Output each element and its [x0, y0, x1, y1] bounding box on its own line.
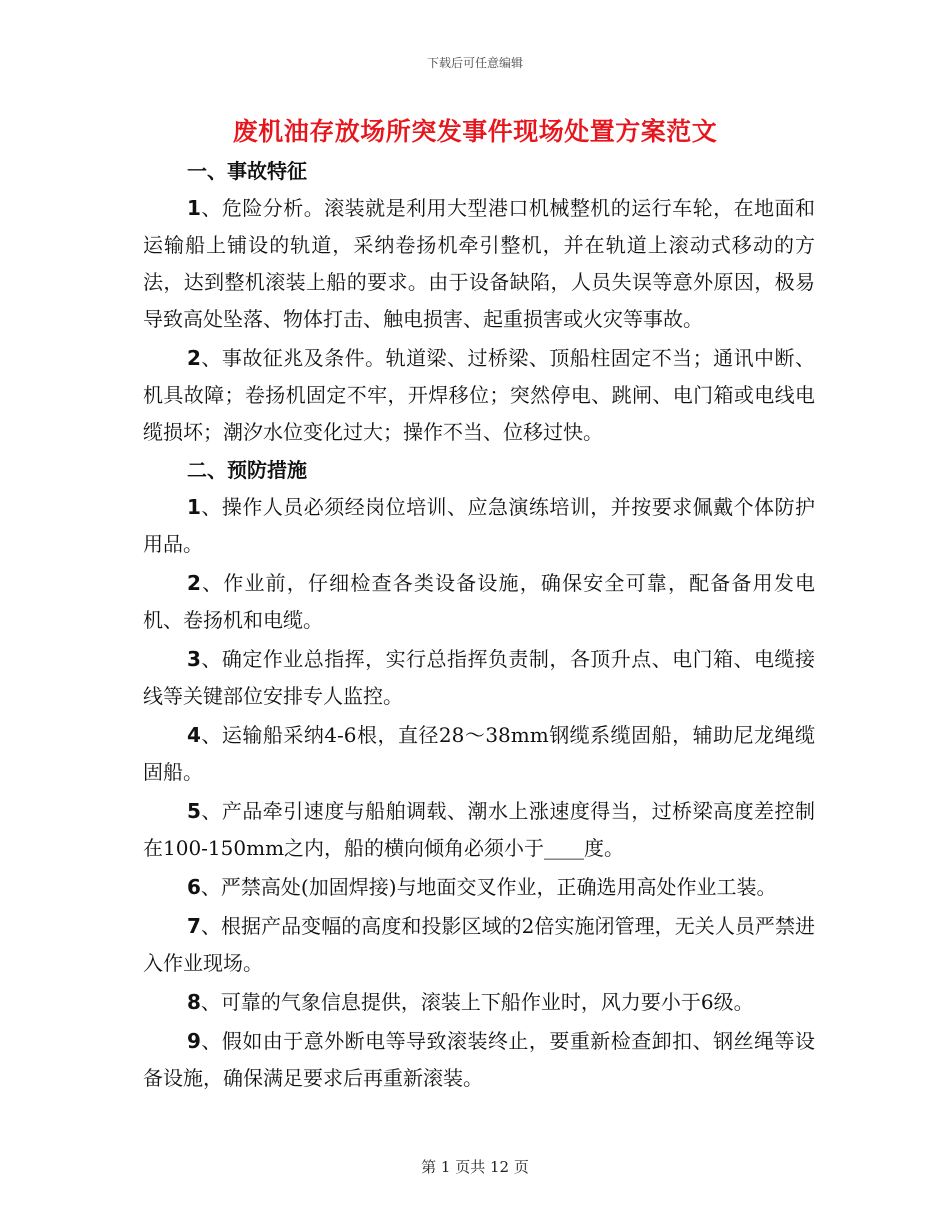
paragraph-prevention-6	[143, 869, 815, 906]
paragraph-prevention-8	[143, 984, 815, 1021]
item-number: 6	[187, 875, 201, 899]
item-number: 1	[187, 495, 201, 519]
document-body	[143, 152, 815, 1097]
paragraph-accident-1	[143, 190, 815, 338]
item-number: 5	[187, 799, 201, 823]
item-number: 8	[187, 990, 201, 1014]
item-number: 9	[187, 1029, 201, 1053]
paragraph-text: 、事故征兆及条件。轨道梁、过桥梁、顶船柱固定不当；通讯中断、机具故障；卷扬机固定不牢，开焊移位；突然停电、跳闸、电门箱或电线电缆损坏；潮汐水位变化过大；操作不当、位移过快。	[143, 346, 815, 444]
paragraph-accident-2	[143, 340, 815, 451]
section-heading-prevention: 二、预防措施	[187, 458, 307, 482]
paragraph-prevention-5	[143, 793, 815, 867]
paragraph-prevention-3	[143, 641, 815, 715]
paragraph-prevention-4	[143, 717, 815, 791]
paragraph-text: 、产品牵引速度与船舶调载、潮水上涨速度得当，过桥梁高度差控制在100-150mm之内，船的横向倾角必须小于____度。	[143, 799, 815, 860]
section-heading-accident-features: 一、事故特征	[187, 159, 307, 183]
paragraph-prevention-9	[143, 1023, 815, 1097]
paragraph-text: 、假如由于意外断电等导致滚装终止，要重新检查卸扣、钢丝绳等设备设施，确保满足要求后再重新滚装。	[143, 1029, 815, 1090]
header-note: 下载后可任意编辑	[426, 56, 523, 70]
page-title: 废机油存放场所突发事件现场处置方案范文	[232, 117, 718, 146]
item-number: 3	[187, 647, 201, 671]
paragraph-text: 、运输船采纳4-6根，直径28～38mm钢缆系缆固船，辅助尼龙绳缆固船。	[143, 723, 815, 784]
paragraph-prevention-1	[143, 489, 815, 563]
item-number: 1	[187, 196, 201, 220]
item-number: 4	[187, 723, 201, 747]
paragraph-text: 、根据产品变幅的高度和投影区域的2倍实施闭管理，无关人员严禁进入作业现场。	[143, 914, 815, 975]
paragraph-text: 、确定作业总指挥，实行总指挥负责制，各顶升点、电门箱、电缆接线等关键部位安排专人监控。	[143, 647, 815, 708]
item-number: 2	[187, 346, 201, 370]
paragraph-text: 、作业前，仔细检查各类设备设施，确保安全可靠，配备备用发电机、卷扬机和电缆。	[143, 571, 815, 632]
paragraph-text: 、危险分析。滚装就是利用大型港口机械整机的运行车轮，在地面和运输船上铺设的轨道，采纳卷扬机牵引整机，并在轨道上滚动式移动的方法，达到整机滚装上船的要求。由于设备缺陷，人员失误等意外原因，极易导致高处坠落、物体打击、触电损害、起重损害或火灾等事故。	[143, 196, 815, 331]
paragraph-text: 、可靠的气象信息提供，滚装上下船作业时，风力要小于6级。	[200, 990, 754, 1014]
paragraph-text: 、操作人员必须经岗位培训、应急演练培训，并按要求佩戴个体防护用品。	[143, 495, 815, 556]
item-number: 7	[187, 914, 201, 938]
paragraph-prevention-2	[143, 565, 815, 639]
page-footer: 第 1 页共 12 页	[421, 1158, 529, 1176]
paragraph-prevention-7	[143, 908, 815, 982]
item-number: 2	[187, 571, 201, 595]
paragraph-text: 、严禁高处(加固焊接)与地面交叉作业，正确选用高处作业工装。	[200, 875, 777, 899]
